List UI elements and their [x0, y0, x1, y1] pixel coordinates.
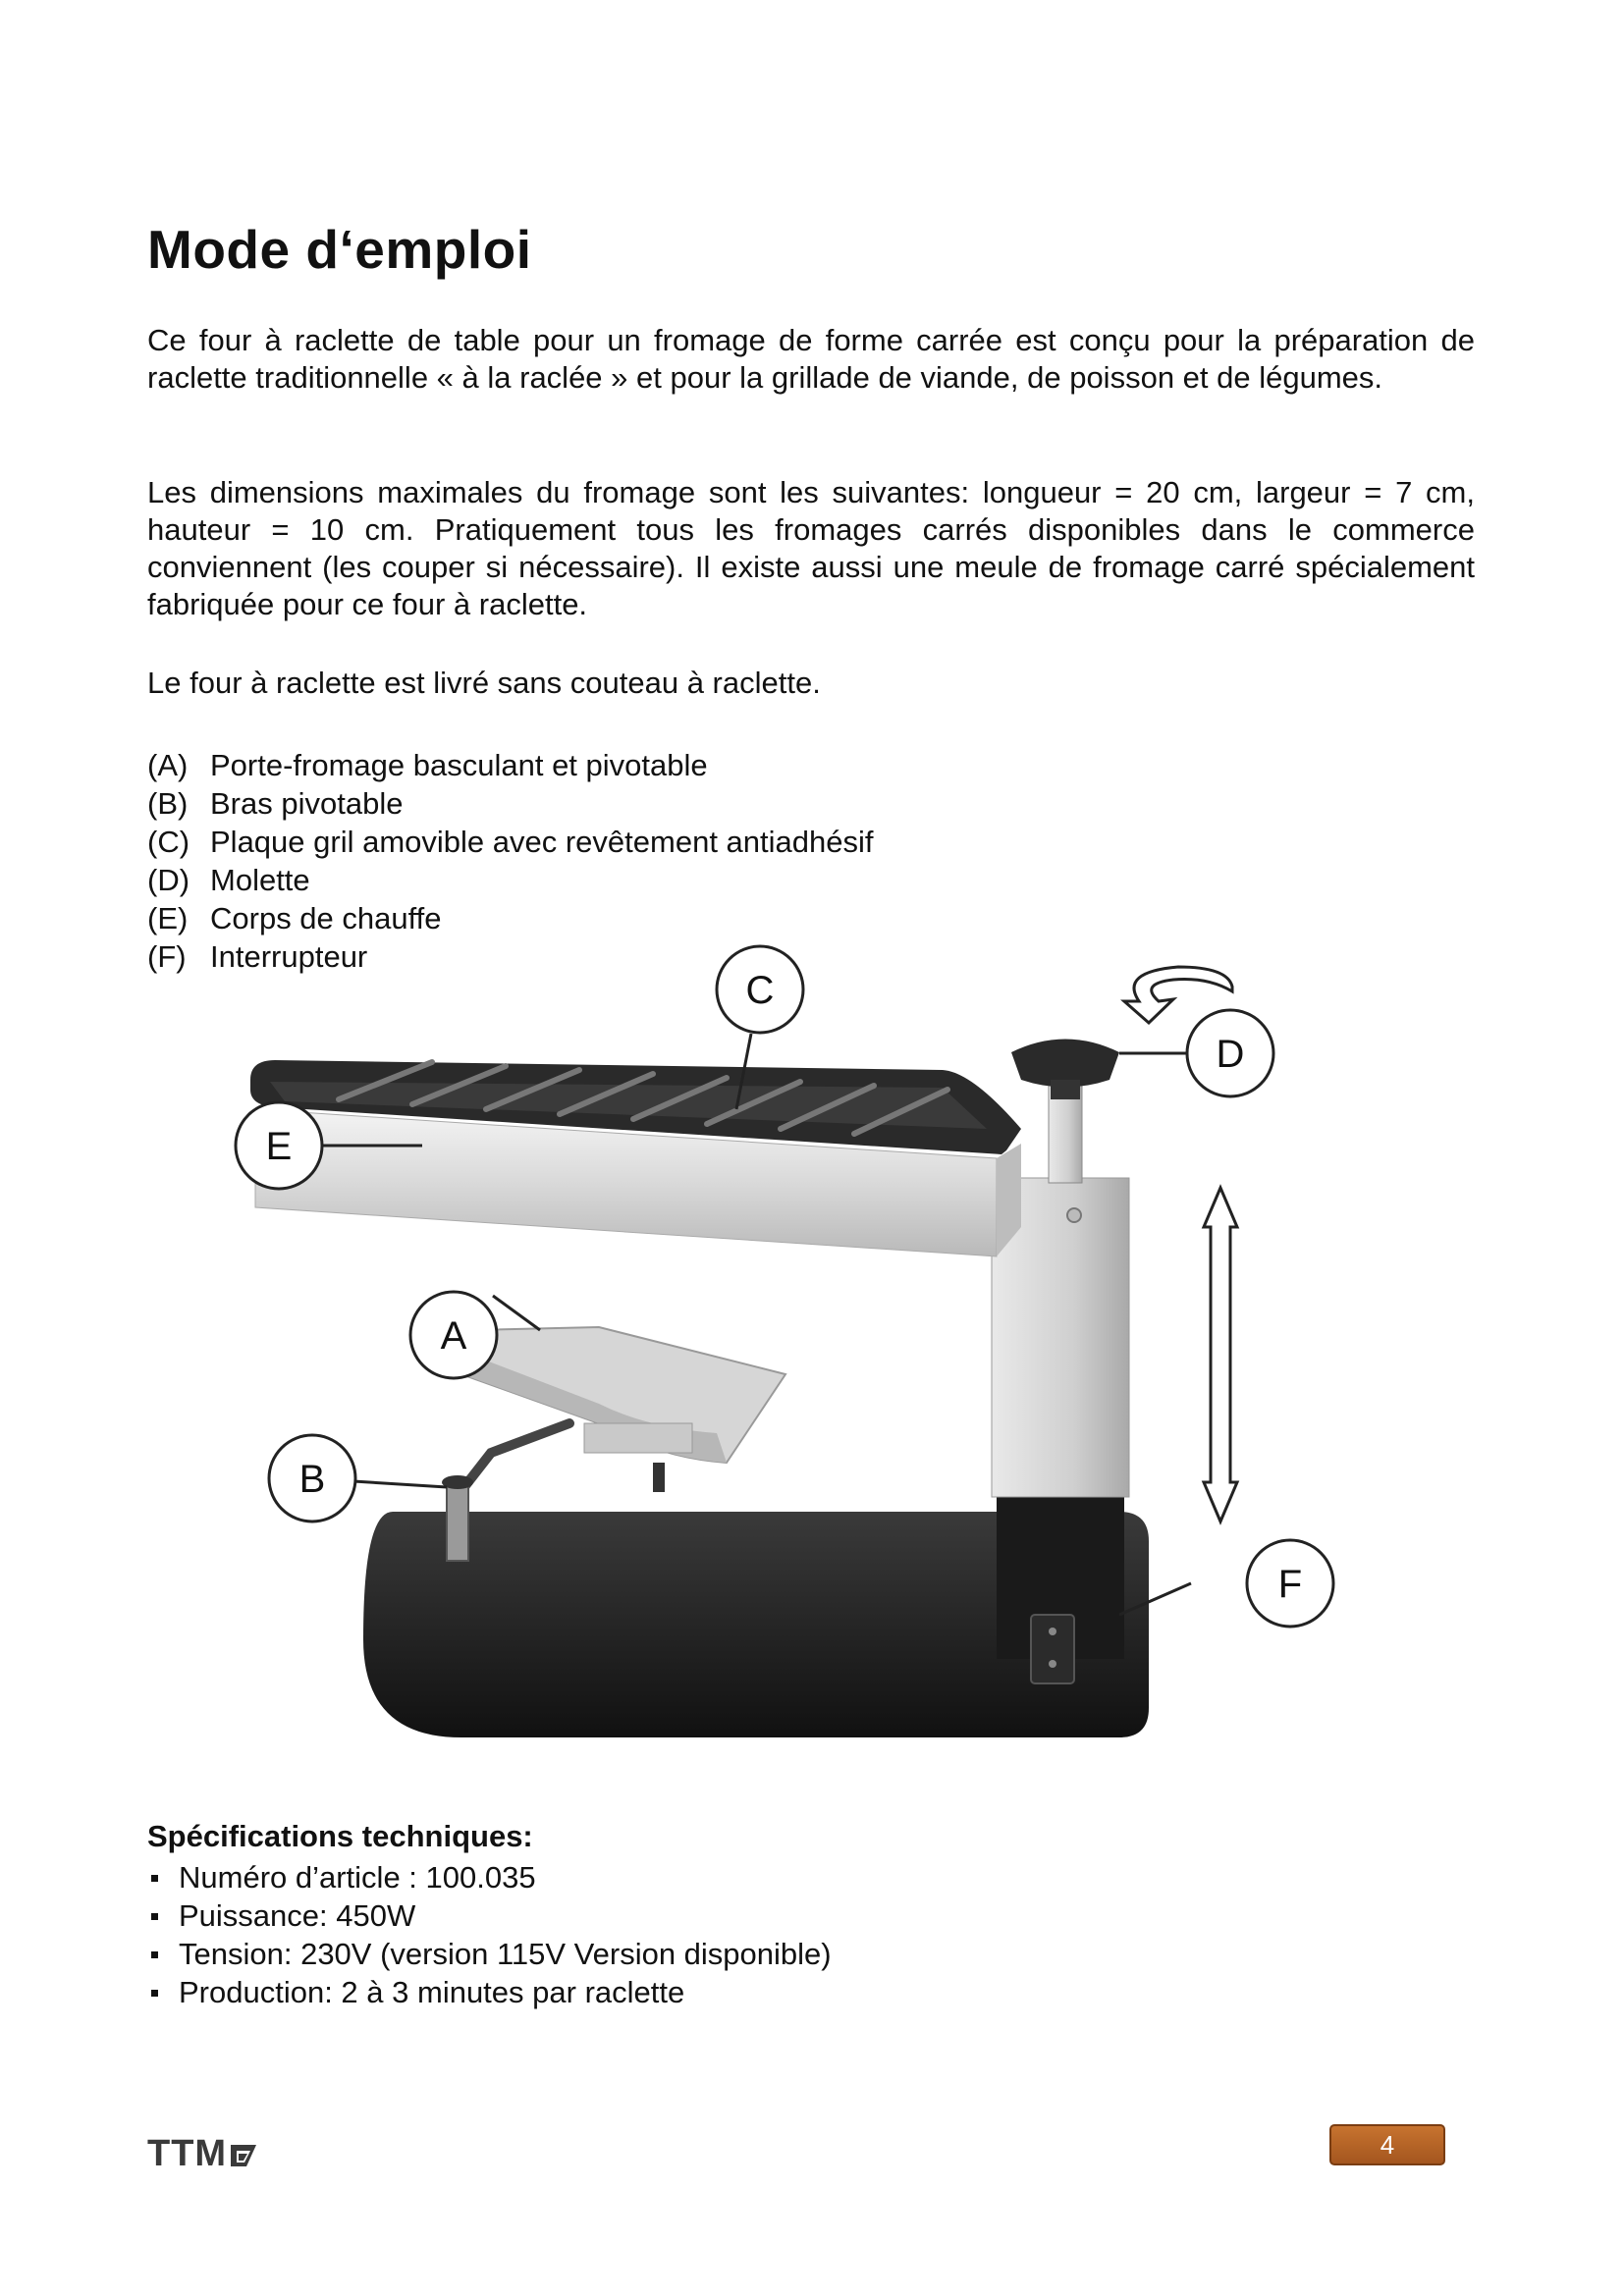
- dimensions-paragraph: Les dimensions maximales du fromage sont les suivantes: longueur = 20 cm, largeur = 7 cm, hauteur = 10 cm. Pratiquement tous les fromages carrés disponibles dans le commerce conviennent (les couper si nécessaire). Il existe aussi une meule de fromage carré spécialement fabriquée pour ce four à raclette.: [147, 475, 1475, 621]
- callout-label: E: [265, 1125, 293, 1168]
- list-item: Tension: 230V (version 115V Version disponible): [147, 1935, 832, 1973]
- raclette-oven-figure: [137, 933, 1414, 1796]
- list-item: Production: 2 à 3 minutes par raclette: [147, 1973, 832, 2011]
- delivery-paragraph: Le four à raclette est livré sans couteau à raclette.: [147, 666, 821, 700]
- pivot-arm: [457, 1423, 569, 1497]
- part-key: (B): [147, 786, 189, 821]
- height-adjust-arrow-icon: [1204, 1188, 1237, 1522]
- page-number-badge: 4: [1329, 2124, 1445, 2165]
- callout-label: A: [440, 1314, 467, 1358]
- part-key: (F): [147, 939, 187, 974]
- specs-heading: Spécifications techniques:: [147, 1819, 533, 1853]
- callout-a: [410, 1292, 497, 1378]
- specs-list: [147, 1858, 832, 2011]
- callout-label: F: [1277, 1563, 1303, 1606]
- part-label: Plaque gril amovible avec revêtement antiadhésif: [210, 825, 874, 859]
- part-label: Porte-fromage basculant et pivotable: [210, 748, 708, 782]
- list-item: Puissance: 450W: [147, 1896, 832, 1935]
- logo-text: TTM: [147, 2132, 228, 2174]
- part-key: (E): [147, 901, 189, 935]
- raclette-oven-illustration: [137, 933, 1414, 1796]
- callout-c: [717, 946, 803, 1033]
- part-key: (C): [147, 825, 190, 859]
- list-item: [147, 861, 874, 899]
- part-key: (A): [147, 748, 189, 782]
- logo-mark-icon: [227, 2137, 260, 2170]
- part-label: Interrupteur: [210, 939, 368, 974]
- list-item: [147, 784, 874, 823]
- callout-label: D: [1216, 1033, 1245, 1076]
- part-key: (D): [147, 863, 190, 897]
- intro-paragraph: Ce four à raclette de table pour un fromage de forme carrée est conçu pour la préparation de raclette traditionnelle « à la raclée » et pour la grillade de viande, de poisson et de légumes.: [147, 323, 1475, 395]
- part-label: Molette: [210, 863, 310, 897]
- list-item: [147, 746, 874, 784]
- list-item: Numéro d’article : 100.035: [147, 1858, 832, 1896]
- callout-label: B: [298, 1458, 326, 1501]
- ttm-logo: [147, 2132, 260, 2175]
- callout-d: [1187, 1010, 1273, 1096]
- pivot-post: [447, 1482, 468, 1561]
- callout-f: [1247, 1540, 1333, 1627]
- callout-b: [269, 1435, 355, 1522]
- callout-e: [236, 1102, 322, 1189]
- part-label: Bras pivotable: [210, 786, 404, 821]
- power-switch: [1031, 1615, 1074, 1683]
- page-title: Mode d‘emploi: [147, 219, 532, 280]
- part-label: Corps de chauffe: [210, 901, 442, 935]
- list-item: [147, 823, 874, 861]
- callout-label: C: [745, 969, 775, 1012]
